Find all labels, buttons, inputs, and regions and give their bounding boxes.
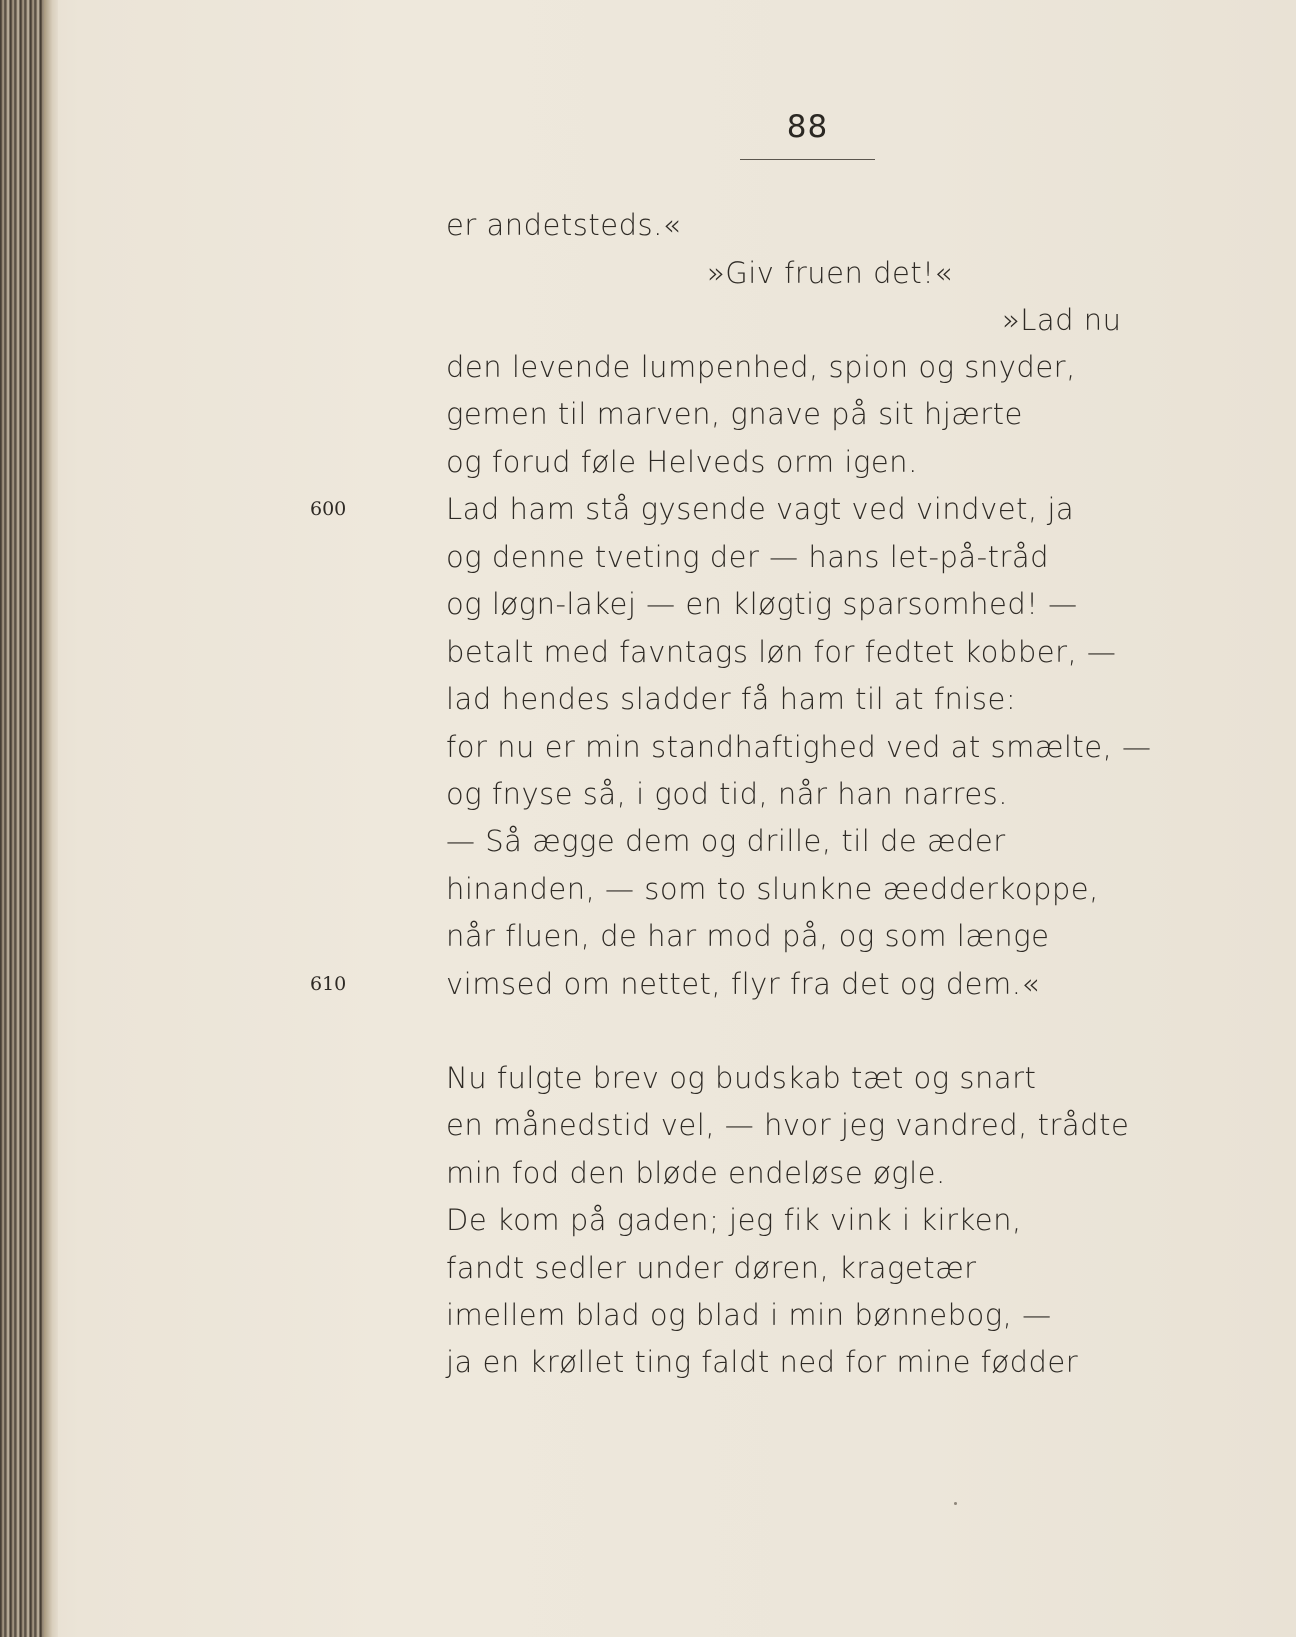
verse-line: »Giv fruen det!« [707,256,953,290]
page-gutter [44,0,58,1637]
verse-line: »Lad nu [1002,303,1122,337]
verse-line: og løgn-lakej — en kløgtig sparsomhed! — [446,587,1078,621]
verse-line: en månedstid vel, — hvor jeg vandred, trådte [446,1108,1130,1142]
verse-line: for nu er min standhaftighed ved at smælte, — [446,730,1152,764]
verse-line: når fluen, de har mod på, og som længe [446,919,1050,953]
line-number-600: 600 [310,498,347,520]
page-number-rule [740,159,875,160]
verse-line: gemen til marven, gnave på sit hjærte [446,397,1023,431]
verse-line: og denne tveting der — hans let-på-tråd [446,540,1050,574]
verse-line: er andetsteds.« [446,208,682,242]
page-number: 88 [786,109,829,145]
verse-line: ja en krøllet ting faldt ned for mine fødder [446,1345,1079,1379]
verse-line: De kom på gaden; jeg fik vink i kirken, [446,1203,1022,1237]
verse-line: fandt sedler under døren, kragetær [446,1251,977,1285]
verse-line: og forud føle Helveds orm igen. [446,445,918,479]
verse-line: betalt med favntags løn for fedtet kobber, — [446,635,1117,669]
verse-line: Lad ham stå gysende vagt ved vindvet, ja [446,492,1075,526]
line-number-610: 610 [310,973,347,995]
verse-line: vimsed om nettet, flyr fra det og dem.« [446,967,1040,1001]
verse-line: hinanden, — som to slunkne æedderkoppe, [446,872,1099,906]
verse-line: den levende lumpenhed, spion og snyder, [446,350,1076,384]
verse-line: Nu fulgte brev og budskab tæt og snart [446,1061,1037,1095]
verse-line: lad hendes sladder få ham til at fnise: [446,682,1017,716]
verse-line: min fod den bløde endeløse øgle. [446,1156,946,1190]
paper-speck [954,1502,957,1505]
verse-line: — Så ægge dem og drille, til de æder [446,824,1006,858]
verse-line: imellem blad og blad i min bønnebog, — [446,1298,1052,1332]
verse-line: og fnyse så, i god tid, når han narres. [446,777,1008,811]
